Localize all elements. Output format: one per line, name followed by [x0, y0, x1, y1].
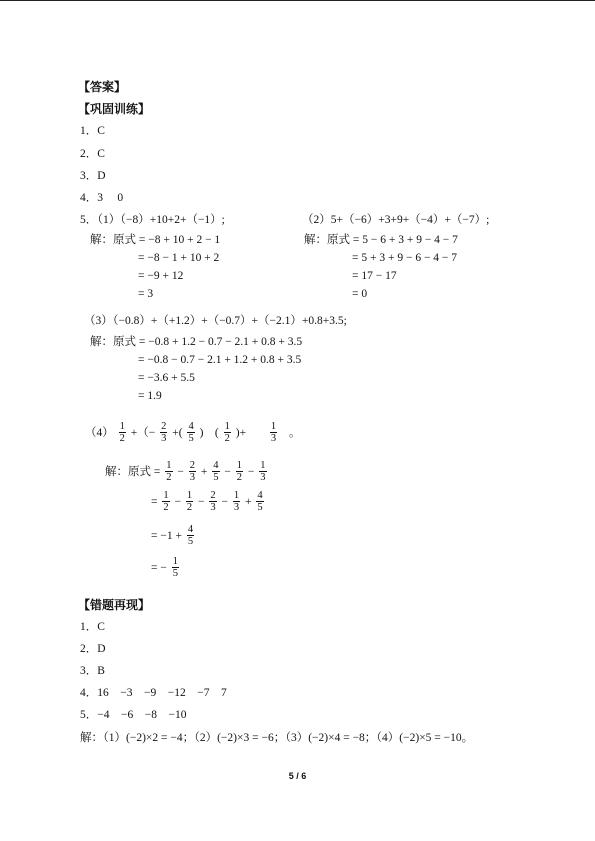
- solution-step: = −9 + 12: [138, 270, 184, 282]
- top-rule: [0, 0, 595, 1]
- solution-step: 解：原式 = 5 − 6 + 3 + 9 − 4 − 7: [304, 234, 458, 246]
- solution-step: = 1.9: [138, 390, 162, 402]
- solution-step: = $\frac{1}{2}$ − $\frac{1}{2}$ − $\frac{2}{3}$ − $\frac{1}{3}$ + $\frac{4}{5}$: [151, 490, 263, 513]
- solution-step: = −8 − 1 + 10 + 2: [138, 252, 220, 264]
- solution-step: = 3: [138, 288, 154, 300]
- answer-line: 4．3 0: [80, 192, 124, 204]
- page-number: 5 / 6: [288, 771, 307, 781]
- solution-step: 解：原式 = −0.8 + 1.2 − 0.7 − 2.1 + 0.8 + 3.5: [90, 336, 303, 348]
- solution-step: = − $\frac{1}{5}$: [151, 556, 178, 579]
- fraction: $\frac{4}{5}$: [188, 421, 194, 444]
- solution-step: = −1 + $\frac{4}{5}$: [151, 524, 194, 547]
- solution-line: 解：（1）(−2)×2 = −4；（2）(−2)×3 = −6；（3）(−2)×4 = −8；（4）(−2)×5 = −10。: [80, 732, 474, 744]
- solution-step: = 0: [352, 288, 368, 300]
- solution-step: = −3.6 + 5.5: [138, 372, 195, 384]
- fraction: $\frac{1}{2}$: [119, 421, 125, 444]
- problem-5-4: （4） $\frac{1}{2}$ +（− $\frac{2}{3}$ +( $\frac{4}{5}$ ) ( $\frac{1}{2}$ )+ $\frac{1}{3}$ 。: [85, 421, 301, 444]
- fraction: $\frac{1}{2}$: [224, 421, 230, 444]
- label: （4）: [85, 426, 114, 439]
- problem-5-3: （3）（−0.8）+（+1.2）+（−0.7）+（−2.1）+0.8+3.5;: [84, 315, 347, 327]
- answer-line: 2．D: [80, 643, 106, 655]
- solution-step: = −0.8 − 0.7 − 2.1 + 1.2 + 0.8 + 3.5: [138, 354, 302, 366]
- problem-5-2: （2）5+（−6）+3+9+（−4）+（−7）;: [302, 214, 490, 226]
- solution-step: = 17 − 17: [352, 270, 397, 282]
- solution-step: 解：原式 = −8 + 10 + 2 − 1: [90, 234, 221, 246]
- solution-step: 解：原式 = $\frac{1}{2}$ − $\frac{2}{3}$ + $\frac{4}{5}$ − $\frac{1}{2}$ − $\frac{1}{3}$: [105, 460, 266, 483]
- answer-line: 5．−4 −6 −8 −10: [80, 709, 187, 721]
- answer-line: 3．D: [80, 170, 106, 182]
- answer-line: 1．C: [80, 125, 105, 137]
- problem-5-1: 5．（1）（−8）+10+2+（−1）;: [80, 214, 225, 226]
- section-heading-practice: 【巩固训练】: [78, 102, 151, 116]
- answer-line: 1．C: [80, 621, 105, 633]
- answer-heading: 【答案】: [78, 80, 127, 94]
- solution-step: = 5 + 3 + 9 − 6 − 4 − 7: [352, 252, 458, 264]
- answer-line: 4．16 −3 −9 −12 −7 7: [80, 687, 227, 699]
- section-heading-mistakes: 【错题再现】: [78, 598, 151, 612]
- fraction: $\frac{2}{3}$: [161, 421, 167, 444]
- answer-line: 2．C: [80, 148, 105, 160]
- fraction: $\frac{1}{3}$: [270, 421, 277, 444]
- answer-line: 3．B: [80, 665, 105, 677]
